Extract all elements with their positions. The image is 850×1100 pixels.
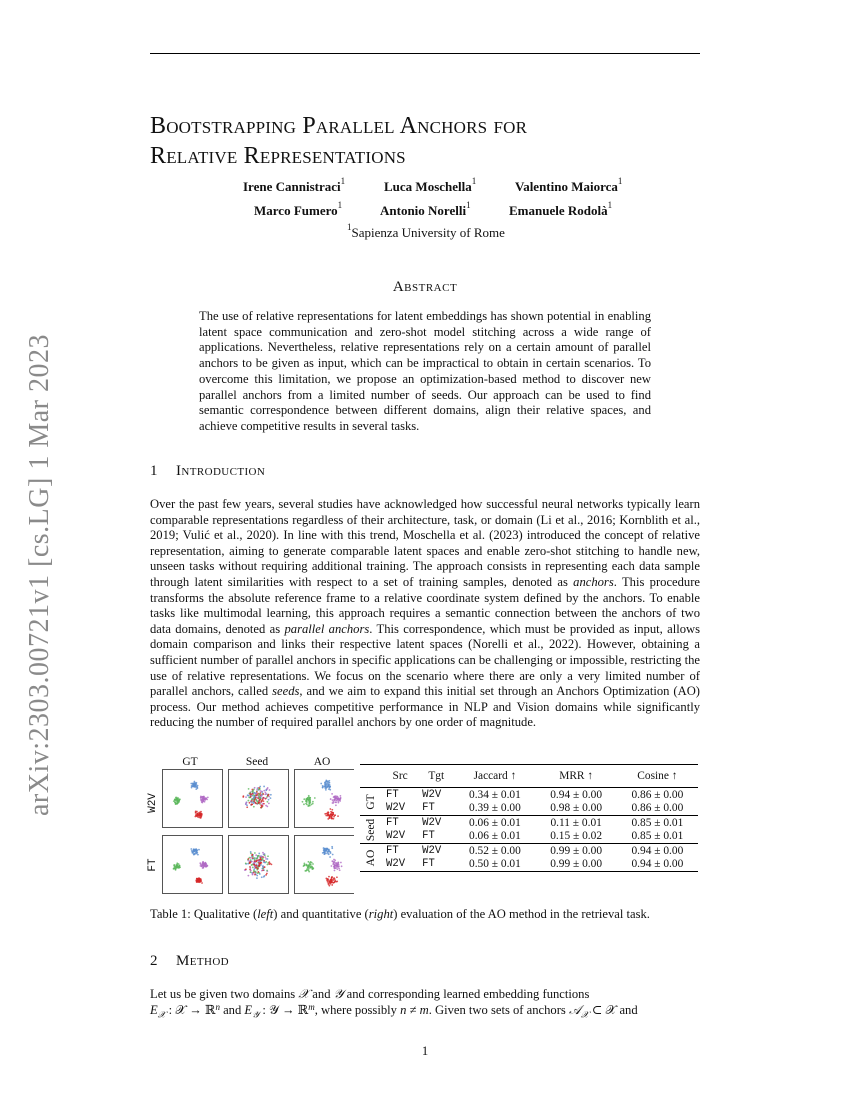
scatter-point	[207, 796, 209, 798]
scatter-point	[266, 873, 268, 875]
author: Emanuele Rodolà$^1$	[509, 200, 613, 218]
scatter-point	[267, 864, 269, 866]
scatter-point	[263, 800, 265, 802]
scatter-point	[195, 852, 197, 854]
scatter-point	[268, 861, 270, 863]
scatter-point	[256, 875, 258, 877]
scatter-point	[197, 854, 199, 856]
scatter-point	[328, 876, 330, 878]
scatter-point	[331, 884, 333, 886]
scatter-point	[195, 814, 197, 816]
scatter-point	[250, 871, 252, 873]
scatter-point	[268, 799, 270, 801]
scatter-point	[328, 785, 330, 787]
scatter-point	[303, 798, 305, 800]
affiliation: $^1$Sapienza University of Rome	[347, 222, 505, 240]
scatter-point	[254, 795, 256, 797]
scatter-point	[306, 869, 308, 871]
scatter-point	[262, 852, 264, 854]
scatter-point	[329, 789, 331, 791]
results-table	[360, 764, 698, 872]
scatter-point	[255, 854, 257, 856]
scatter-point	[307, 869, 309, 871]
scatter-point	[198, 849, 200, 851]
scatter-point	[327, 818, 329, 820]
scatter-point	[327, 853, 329, 855]
scatter-point	[256, 877, 258, 879]
scatter-point	[332, 812, 334, 814]
scatter-point	[304, 864, 306, 866]
scatter-point	[248, 858, 250, 860]
scatter-point	[245, 868, 247, 870]
scatter-panel	[163, 836, 223, 894]
scatter-point	[178, 800, 180, 802]
scatter-point	[269, 789, 271, 791]
scatter-point	[256, 789, 258, 791]
scatter-point	[309, 805, 311, 807]
scatter-point	[331, 877, 333, 879]
scatter-point	[205, 797, 207, 799]
table-row: W2V FT 0.50 ± 0.01 0.99 ± 0.00 0.94 ± 0.00	[360, 858, 698, 872]
scatter-point	[328, 885, 330, 887]
scatter-point	[265, 858, 267, 860]
title-line-2: Relative Representations	[150, 143, 406, 169]
scatter-point	[251, 803, 253, 805]
scatter-point	[339, 869, 341, 871]
scatter-point	[311, 862, 313, 864]
scatter-point	[247, 875, 249, 877]
scatter-point	[174, 868, 176, 870]
scatter-point	[196, 811, 198, 813]
scatter-point	[259, 857, 261, 859]
scatter-point	[245, 802, 247, 804]
scatter-point	[195, 812, 197, 814]
scatter-point	[205, 863, 207, 865]
scatter-point	[257, 871, 259, 873]
scatter-point	[251, 854, 253, 856]
scatter-point	[252, 874, 254, 876]
scatter-point	[200, 817, 202, 819]
page-number: 1	[421, 1044, 429, 1058]
scatter-point	[253, 864, 255, 866]
scatter-point	[308, 861, 310, 863]
scatter-point	[266, 870, 268, 872]
header-jaccard: Jaccard ↑	[473, 770, 517, 782]
scatter-grid	[162, 769, 354, 897]
scatter-point	[264, 866, 266, 868]
scatter-point	[196, 786, 198, 788]
scatter-point	[338, 865, 340, 867]
scatter-point	[174, 865, 176, 867]
scatter-point	[196, 850, 198, 852]
scatter-point	[265, 805, 267, 807]
scatter-point	[261, 855, 263, 857]
scatter-point	[334, 796, 336, 798]
scatter-point	[330, 813, 332, 815]
scatter-point	[333, 862, 335, 864]
scatter-point	[334, 870, 336, 872]
scatter-point	[248, 788, 250, 790]
scatter-point	[306, 803, 308, 805]
scatter-point	[261, 795, 263, 797]
scatter-point	[247, 800, 249, 802]
scatter-point	[331, 865, 333, 867]
section-2-heading: 2 Method	[150, 953, 230, 969]
scatter-point	[263, 797, 265, 799]
scatter-point	[334, 814, 336, 816]
scatter-point	[324, 813, 326, 815]
scatter-point	[330, 852, 332, 854]
scatter-point	[307, 799, 309, 801]
scatter-point	[329, 786, 331, 788]
scatter-point	[322, 787, 324, 789]
author: Antonio Norelli$^1$	[380, 200, 471, 218]
scatter-point	[261, 876, 263, 878]
scatter-point	[193, 854, 195, 856]
scatter-point	[197, 879, 199, 881]
scatter-point	[325, 848, 327, 850]
scatter-point	[309, 797, 311, 799]
scatter-point	[334, 859, 336, 861]
scatter-point	[270, 794, 272, 796]
group-label: GT	[365, 793, 377, 810]
scatter-point	[260, 859, 262, 861]
scatter-point	[259, 799, 261, 801]
scatter-point	[314, 797, 316, 799]
arxiv-id: arXiv:2303.00721v1 [cs.LG] 1 Mar 2023	[24, 334, 55, 816]
scatter-point	[262, 856, 264, 858]
scatter-point	[328, 815, 330, 817]
scatter-point	[327, 878, 329, 880]
scatter-point	[254, 860, 256, 862]
scatter-point	[310, 866, 312, 868]
scatter-point	[334, 864, 336, 866]
scatter-point	[174, 799, 176, 801]
scatter-point	[260, 792, 262, 794]
scatter-point	[333, 799, 335, 801]
scatter-point	[259, 794, 261, 796]
scatter-point	[245, 803, 247, 805]
scatter-point	[202, 867, 204, 869]
scatter-point	[254, 874, 256, 876]
scatter-point	[340, 795, 342, 797]
scatter-point	[270, 797, 272, 799]
method-line-1: Let us be given two domains 𝒳 and 𝒴 and corresponding learned embedding functions	[150, 987, 590, 1001]
scatter-point	[177, 863, 179, 865]
scatter-point	[255, 865, 257, 867]
scatter-point	[263, 860, 265, 862]
scatter-point	[200, 797, 202, 799]
scatter-point	[327, 882, 329, 884]
scatter-point	[264, 856, 266, 858]
header-cosine: Cosine ↑	[637, 770, 678, 782]
scatter-point	[264, 793, 266, 795]
scatter-point	[308, 867, 310, 869]
scatter-point	[252, 791, 254, 793]
scatter-point	[177, 865, 179, 867]
scatter-point	[246, 806, 248, 808]
scatter-point	[329, 808, 331, 810]
scatter-point	[256, 791, 258, 793]
scatter-point	[245, 862, 247, 864]
scatter-point	[334, 880, 336, 882]
scatter-point	[336, 798, 338, 800]
scatter-point	[325, 789, 327, 791]
authors-row-2	[0, 200, 850, 221]
scatter-point	[261, 790, 263, 792]
author: Marco Fumero$^1$	[254, 200, 343, 218]
scatter-point	[331, 809, 333, 811]
author: Irene Cannistraci$^1$	[243, 176, 346, 194]
scatter-point	[265, 798, 267, 800]
scatter-point	[337, 862, 339, 864]
scatter-point	[255, 797, 257, 799]
scatter-point	[338, 867, 340, 869]
scatter-point	[199, 881, 201, 883]
paper-title	[150, 111, 710, 171]
scatter-point	[199, 813, 201, 815]
scatter-point	[302, 801, 304, 803]
table-caption: Table 1: Qualitative (left) and quantitative (right) evaluation of the AO method in the retrieval task.	[150, 907, 650, 921]
scatter-point	[253, 872, 255, 874]
header-mrr: MRR ↑	[559, 770, 594, 782]
table-row: AO FT W2V 0.52 ± 0.00 0.99 ± 0.00 0.94 ± 0.00	[360, 844, 698, 858]
abstract-text: The use of relative representations for latent embeddings has shown potential in enabling latent space communication and zero-shot model stitching across a wide range of applications. Nevertheless, relative representations rely on a certain amount of parallel anchors to be given as input, which can be impractical to obtain in certain scenarios. To overcome this limitation, we propose an optimization-based method to discover new parallel anchors from a limited number of seeds. Our approach can be used to find semantic correspondence between different domains, align their relative spaces, and achieve competitive results in several tasks.	[199, 309, 651, 433]
scatter-point	[329, 883, 331, 885]
scatter-point	[335, 800, 337, 802]
scatter-point	[268, 802, 270, 804]
scatter-point	[255, 802, 257, 804]
scatter-point	[251, 789, 253, 791]
scatter-point	[177, 802, 179, 804]
scatter-point	[195, 782, 197, 784]
scatter-point	[250, 859, 252, 861]
scatter-point	[245, 796, 247, 798]
header-src: Src	[392, 770, 408, 782]
scatter-point	[312, 867, 314, 869]
scatter-point	[308, 795, 310, 797]
scatter-point	[325, 787, 327, 789]
scatter-point	[262, 799, 264, 801]
method-line-2: $E_𝒳$ : 𝒳 → ℝ$^n$ and $E_𝒴$ : 𝒴 → ℝ$^m$, where possibly n ≠ m. Given two sets of anchors 𝒜$_𝒳$ ⊂ 𝒳 and	[150, 1002, 638, 1020]
scatter-point	[263, 803, 265, 805]
scatter-point	[331, 846, 333, 848]
scatter-point	[303, 803, 305, 805]
scatter-point	[264, 854, 266, 856]
table-row: W2V FT 0.39 ± 0.00 0.98 ± 0.00 0.86 ± 0.00	[386, 802, 684, 815]
scatter-point	[268, 863, 270, 865]
scatter-point	[265, 791, 267, 793]
scatter-point	[257, 787, 259, 789]
scatter-point	[190, 848, 192, 850]
scatter-point	[331, 818, 333, 820]
scatter-point	[308, 865, 310, 867]
scatter-point	[255, 794, 257, 796]
table-row: Seed FT W2V 0.06 ± 0.01 0.11 ± 0.01 0.85 ± 0.01	[360, 816, 698, 830]
scatter-point	[262, 869, 264, 871]
scatter-point	[252, 867, 254, 869]
scatter-point	[309, 801, 311, 803]
scatter-point	[201, 815, 203, 817]
table-row: W2V FT 0.06 ± 0.01 0.15 ± 0.02 0.85 ± 0.01	[386, 830, 684, 843]
group-label: AO	[365, 849, 377, 866]
scatter-point	[327, 811, 329, 813]
scatter-point	[253, 806, 255, 808]
author: Luca Moschella$^1$	[384, 176, 477, 194]
scatter-panel	[295, 836, 355, 894]
scatter-point	[191, 787, 193, 789]
scatter-point	[174, 801, 176, 803]
scatter-point	[192, 785, 194, 787]
scatter-point	[257, 798, 259, 800]
scatter-point	[242, 796, 244, 798]
scatter-point	[336, 868, 338, 870]
scatter-point	[309, 862, 311, 864]
scatter-point	[337, 796, 339, 798]
scatter-point	[310, 864, 312, 866]
top-rule	[150, 53, 700, 54]
scatter-point	[268, 794, 270, 796]
scatter-point	[253, 869, 255, 871]
scatter-point	[263, 786, 265, 788]
col-label-seed: Seed	[245, 756, 269, 768]
scatter-point	[306, 801, 308, 803]
scatter-point	[260, 804, 262, 806]
col-label-gt: GT	[182, 756, 198, 768]
section-1-heading: 1 Introduction	[150, 463, 266, 479]
scatter-point	[250, 796, 252, 798]
intro-paragraph: Over the past few years, several studies have acknowledged how successful neural networks typically learn comparable representations regardless of their architecture, task, or domain (Li et al., 2016; Kornblith et al., 2019; Vulić et al., 2020). In line with this trend, Moschella et al. (2023) introduced the concept of relative representation, aiming to generate comparable latent spaces and enable zero-shot stitching to handle new, unseen tasks without requiring additional training. The approach consists in representing each data sample through latent similarities with respect to a set of training samples, denoted as anchors. This procedure transforms the absolute reference frame to a relative coordinate system defined by the anchors. To enable tasks like multimodal learning, this approach requires a semantic connection between the anchors of two data domains, denoted as parallel anchors. This correspondence, which must be provided as input, allows domain comparison and links their respective latent spaces (Norelli et al., 2022). However, obtaining a sufficient number of parallel anchors in specific applications can be challenging or impossible, restricting the use of relative representations. We focus on the scenario where there are only a very limited number of parallel anchors, called seeds, and we aim to expand this initial set through an Anchors Optimization (AO) process. Our method achieves competitive performance in NLP and Vision domains while significantly reducing the number of required parallel anchors by one order of magnitude.	[150, 497, 700, 730]
scatter-point	[193, 851, 195, 853]
scatter-point	[258, 802, 260, 804]
scatter-point	[336, 876, 338, 878]
scatter-point	[253, 800, 255, 802]
scatter-panel	[295, 770, 355, 828]
group-label: Seed	[365, 818, 377, 841]
scatter-point	[328, 851, 330, 853]
title-line-1: Bootstrapping Parallel Anchors for	[150, 113, 528, 139]
scatter-point	[203, 799, 205, 801]
scatter-point	[254, 852, 256, 854]
scatter-point	[191, 850, 193, 852]
scatter-point	[341, 865, 343, 867]
scatter-point	[263, 790, 265, 792]
scatter-point	[336, 881, 338, 883]
scatter-point	[337, 802, 339, 804]
scatter-point	[266, 801, 268, 803]
scatter-point	[199, 862, 201, 864]
scatter-point	[259, 797, 261, 799]
scatter-point	[329, 856, 331, 858]
qualitative-figure: GT Seed AO W2V FT	[146, 756, 356, 896]
scatter-point	[256, 867, 258, 869]
scatter-point	[201, 813, 203, 815]
scatter-point	[258, 787, 260, 789]
scatter-point	[267, 855, 269, 857]
table-row: GT FT W2V 0.34 ± 0.01 0.94 ± 0.00 0.86 ± 0.00	[360, 788, 698, 802]
scatter-point	[330, 798, 332, 800]
scatter-point	[197, 816, 199, 818]
scatter-point	[267, 787, 269, 789]
scatter-point	[257, 793, 259, 795]
scatter-point	[340, 797, 342, 799]
scatter-point	[339, 799, 341, 801]
scatter-point	[340, 862, 342, 864]
scatter-point	[334, 867, 336, 869]
scatter-point	[203, 863, 205, 865]
scatter-point	[331, 793, 333, 795]
col-label-ao: AO	[313, 756, 331, 768]
authors-row-1	[0, 176, 850, 197]
scatter-point	[257, 855, 259, 857]
scatter-point	[337, 815, 339, 817]
scatter-point	[254, 787, 256, 789]
scatter-point	[252, 857, 254, 859]
scatter-point	[312, 863, 314, 865]
scatter-point	[264, 875, 266, 877]
scatter-point	[247, 795, 249, 797]
header-tgt: Tgt	[428, 770, 445, 782]
scatter-point	[192, 783, 194, 785]
scatter-point	[306, 864, 308, 866]
scatter-point	[323, 785, 325, 787]
scatter-point	[249, 869, 251, 871]
scatter-point	[260, 862, 262, 864]
scatter-point	[331, 881, 333, 883]
scatter-point	[252, 793, 254, 795]
scatter-point	[251, 800, 253, 802]
scatter-point	[324, 850, 326, 852]
scatter-panel	[163, 770, 223, 828]
scatter-point	[249, 802, 251, 804]
scatter-point	[249, 866, 251, 868]
scatter-point	[332, 854, 334, 856]
scatter-point	[201, 882, 203, 884]
scatter-point	[312, 803, 314, 805]
scatter-point	[258, 853, 260, 855]
scatter-point	[335, 801, 337, 803]
scatter-point	[251, 864, 253, 866]
scatter-point	[312, 801, 314, 803]
scatter-point	[202, 796, 204, 798]
scatter-point	[265, 861, 267, 863]
scatter-point	[320, 783, 322, 785]
scatter-point	[322, 852, 324, 854]
scatter-point	[327, 780, 329, 782]
scatter-point	[191, 785, 193, 787]
author: Valentino Maiorca$^1$	[515, 176, 623, 194]
scatter-point	[256, 858, 258, 860]
scatter-point	[199, 878, 201, 880]
scatter-point	[255, 861, 257, 863]
scatter-point	[324, 782, 326, 784]
abstract-heading: Abstract	[392, 279, 458, 295]
scatter-point	[335, 804, 337, 806]
scatter-point	[262, 793, 264, 795]
scatter-point	[250, 861, 252, 863]
